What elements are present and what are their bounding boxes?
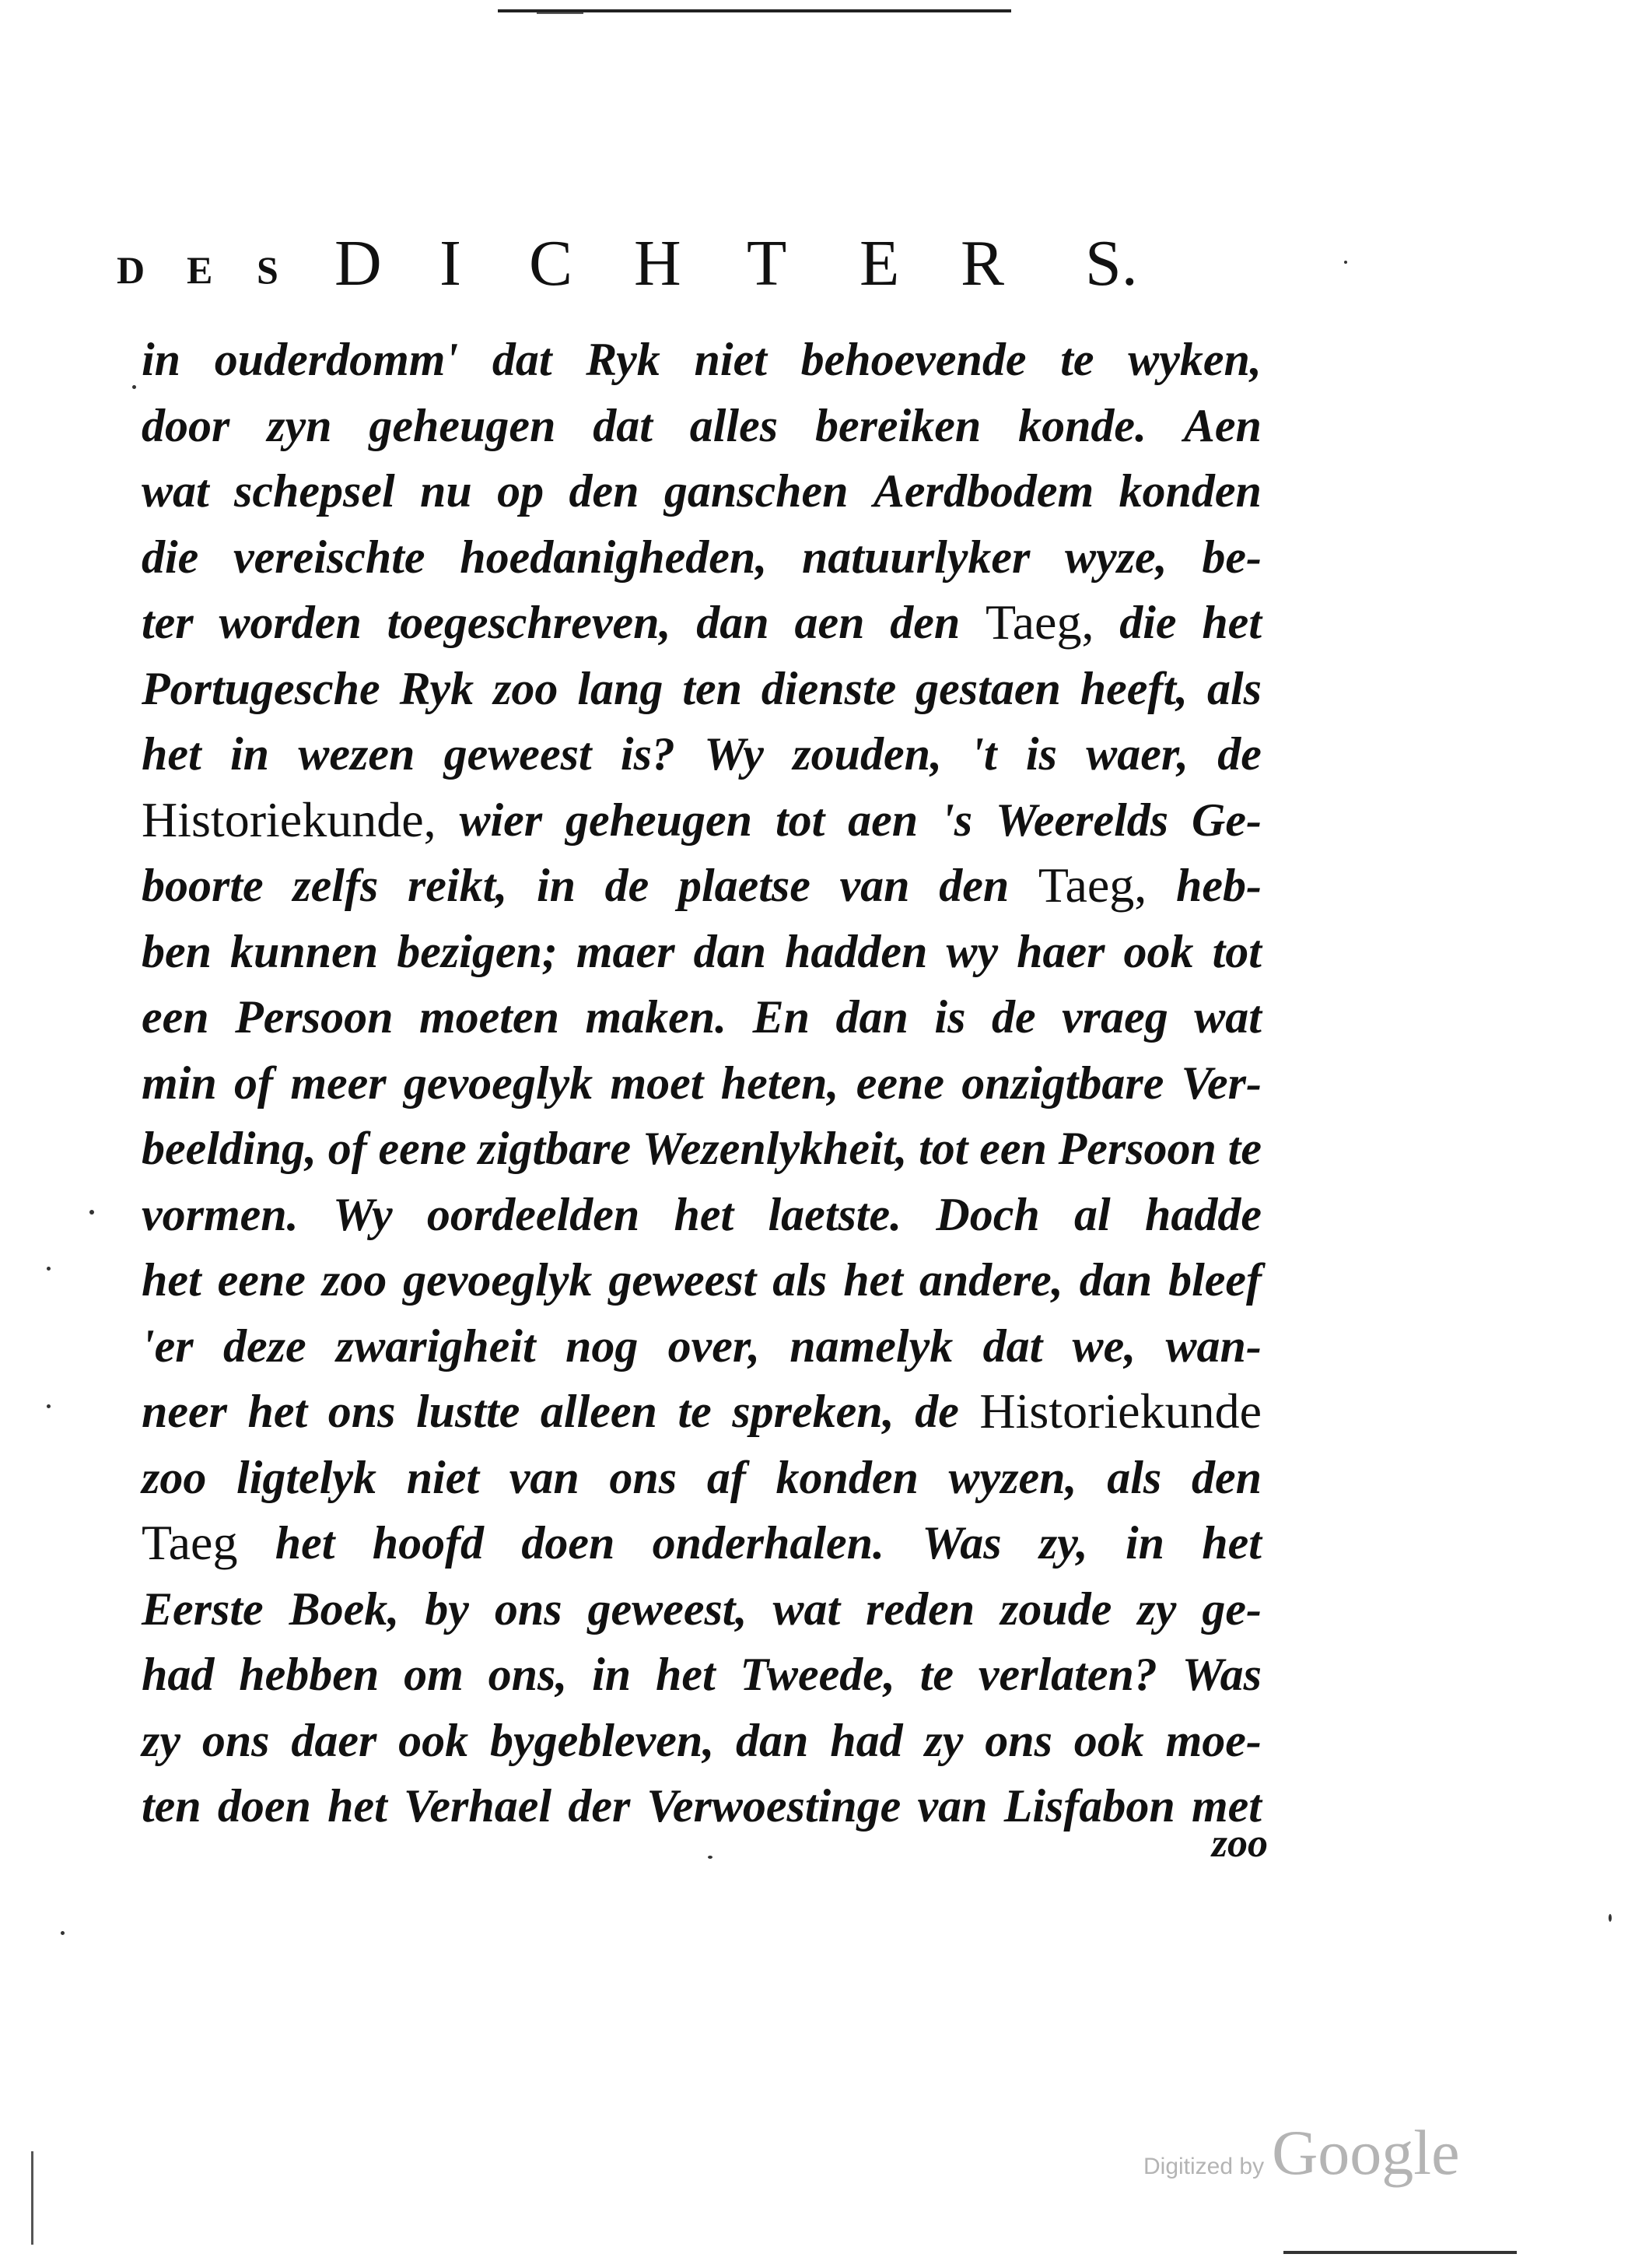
word: deze — [222, 1320, 306, 1372]
word: by — [425, 1583, 469, 1635]
word: Taeg — [142, 1515, 238, 1570]
text-line — [142, 721, 1262, 787]
word: nog — [565, 1320, 639, 1372]
text-line — [142, 1510, 1262, 1576]
word: dan — [1079, 1254, 1153, 1306]
text-line — [142, 1576, 1262, 1642]
word: eene — [378, 1123, 467, 1174]
word: dat — [982, 1320, 1043, 1372]
word: op — [497, 465, 544, 517]
word: den — [569, 465, 639, 517]
word: ten — [142, 1780, 201, 1832]
word: Doch — [936, 1188, 1040, 1240]
word: Taeg, — [986, 594, 1094, 650]
ink-speck — [47, 1404, 51, 1408]
text-line — [142, 1708, 1262, 1774]
word: namelyk — [789, 1320, 954, 1372]
bottom-rule — [1283, 2251, 1517, 2254]
word: die — [142, 531, 199, 583]
word: ook — [1073, 1714, 1144, 1766]
word: Wy — [704, 728, 764, 780]
word: wier — [459, 794, 543, 846]
ink-speck — [132, 385, 136, 389]
word: ben — [142, 925, 212, 977]
word: te — [677, 1386, 712, 1437]
text-line — [142, 1050, 1262, 1116]
word: als — [772, 1254, 828, 1306]
word: Was — [1182, 1649, 1262, 1700]
word: Historiekunde, — [142, 791, 436, 847]
word: af — [706, 1451, 746, 1503]
ink-speck — [708, 1856, 712, 1859]
word: van — [917, 1780, 988, 1832]
word: de — [1217, 728, 1262, 780]
word: Verwoestinge — [646, 1780, 902, 1832]
word: ons — [201, 1714, 270, 1766]
word: spreken, — [732, 1386, 895, 1437]
text-line — [142, 984, 1262, 1050]
word: reden — [866, 1583, 975, 1635]
word: den — [890, 597, 961, 648]
word: Lisfabon — [1003, 1780, 1175, 1832]
word: tot — [1212, 925, 1262, 977]
word: van — [839, 860, 910, 911]
word: verlaten? — [978, 1649, 1157, 1700]
word: ons — [494, 1583, 562, 1635]
word: in — [536, 860, 576, 911]
word: eene — [856, 1057, 944, 1109]
word: Ryk — [586, 334, 660, 385]
word: wat — [772, 1583, 841, 1635]
word: En — [752, 991, 810, 1043]
text-line — [142, 919, 1262, 985]
word: zouden, — [793, 728, 942, 780]
word: een — [979, 1123, 1047, 1174]
word: wan- — [1165, 1320, 1262, 1372]
word: heeft, — [1080, 662, 1189, 714]
word: andere, — [919, 1254, 1063, 1306]
text-line — [142, 1313, 1262, 1379]
word: vereischte — [233, 531, 425, 583]
word: ligtelyk — [236, 1451, 376, 1503]
word: eene — [217, 1254, 306, 1306]
word: wat — [1194, 991, 1262, 1043]
ink-speck — [1344, 261, 1347, 264]
word: ons, — [488, 1649, 568, 1700]
word: ons — [609, 1451, 677, 1503]
word: gevoeglyk — [403, 1057, 593, 1109]
word: dan — [693, 925, 766, 977]
word: het — [656, 1649, 716, 1700]
word: Tweede, — [740, 1649, 895, 1700]
word: het — [327, 1780, 387, 1832]
running-head-letter: I — [439, 227, 461, 300]
ink-speck — [47, 1267, 51, 1271]
text-line — [142, 524, 1262, 591]
word: lustte — [416, 1386, 520, 1437]
word: heb- — [1175, 860, 1262, 911]
running-head-letter: E — [860, 227, 900, 300]
word: zoo — [142, 1451, 207, 1503]
running-head-small-letter: S — [257, 248, 278, 292]
word: min — [142, 1057, 217, 1109]
word: wyzen, — [948, 1451, 1077, 1503]
word: de — [604, 860, 649, 911]
word: in — [229, 728, 270, 780]
running-head — [117, 226, 1276, 311]
word: in — [1125, 1517, 1164, 1569]
word: het — [1202, 1517, 1262, 1569]
word: oordeelden — [426, 1188, 640, 1240]
word: alleen — [540, 1386, 657, 1437]
text-line — [142, 1773, 1262, 1839]
word: plaetse — [677, 860, 810, 911]
word: dienste — [761, 662, 897, 714]
word: die — [1119, 597, 1177, 648]
word: ouderdomm' — [214, 334, 459, 385]
word: den — [939, 860, 1010, 911]
word: moet — [610, 1057, 704, 1109]
word: het — [142, 728, 201, 780]
word: zy — [142, 1714, 180, 1766]
word: den — [1191, 1451, 1262, 1503]
word: neer — [142, 1386, 227, 1437]
word: of — [327, 1123, 367, 1174]
word: maken. — [585, 991, 727, 1043]
word: Aen — [1183, 399, 1262, 451]
word: 'er — [142, 1320, 194, 1372]
word: ganschen — [663, 465, 849, 517]
word: maer — [576, 925, 675, 977]
word: daer — [291, 1714, 377, 1766]
word: Persoon — [1058, 1123, 1217, 1174]
word: Ver- — [1181, 1057, 1262, 1109]
word: gestaen — [916, 662, 1061, 714]
word: dan — [736, 1714, 809, 1766]
text-line — [142, 1116, 1262, 1182]
running-head-letter: R — [961, 227, 1005, 300]
word: wy — [946, 925, 999, 977]
word: zy — [1137, 1583, 1177, 1635]
ink-speck — [61, 1931, 65, 1935]
word: had — [830, 1714, 903, 1766]
word: geheugen — [565, 794, 753, 846]
margin-mark — [31, 2151, 33, 2245]
word: Portugesche — [142, 662, 380, 714]
word: haer — [1017, 925, 1105, 977]
word: waer, — [1086, 728, 1189, 780]
text-line — [142, 1642, 1262, 1708]
word: nu — [420, 465, 472, 517]
word: Ge- — [1192, 794, 1262, 846]
word: meer — [290, 1057, 387, 1109]
word: door — [142, 399, 230, 451]
google-logo: Google — [1272, 2117, 1460, 2188]
word: Aerdbodem — [873, 465, 1094, 517]
ink-speck — [89, 1210, 94, 1215]
word: wezen — [298, 728, 415, 780]
word: Ryk — [399, 662, 474, 714]
word: konden — [775, 1451, 919, 1503]
word: zoo — [321, 1254, 387, 1306]
word: onderhalen. — [652, 1517, 885, 1569]
word: ons — [985, 1714, 1052, 1766]
word: hoofd — [372, 1517, 485, 1569]
word: zyn — [267, 399, 332, 451]
word: ons — [327, 1386, 396, 1437]
word: zoude — [1000, 1583, 1112, 1635]
word: hebben — [239, 1649, 380, 1700]
word: te — [919, 1649, 954, 1700]
word: aen — [848, 794, 919, 846]
word: dat — [593, 399, 653, 451]
text-line — [142, 458, 1262, 524]
word: om — [404, 1649, 464, 1700]
word: ten — [682, 662, 742, 714]
text-line — [142, 656, 1262, 722]
top-page-rule-fragment — [537, 12, 583, 14]
word: is — [1025, 728, 1057, 780]
word: te — [1227, 1123, 1262, 1174]
word: dan — [696, 597, 769, 648]
text-line — [142, 590, 1262, 656]
word: Was — [922, 1517, 1002, 1569]
word: het — [275, 1517, 335, 1569]
word: bezigen; — [397, 925, 558, 977]
catchword: zoo — [1211, 1821, 1268, 1866]
word: zoo — [493, 662, 558, 714]
word: konden — [1119, 465, 1262, 517]
word: Verhael — [404, 1780, 552, 1832]
word: beelding, — [142, 1123, 317, 1174]
text-line — [142, 327, 1262, 393]
word: we, — [1072, 1320, 1136, 1372]
word: hadde — [1145, 1188, 1262, 1240]
word: zigtbare — [478, 1123, 632, 1174]
word: reikt, — [407, 860, 508, 911]
word: niet — [406, 1451, 480, 1503]
word: of — [234, 1057, 274, 1109]
word: wat — [142, 465, 209, 517]
word: in — [142, 334, 181, 385]
word: is? — [620, 728, 675, 780]
word: niet — [694, 334, 767, 385]
word: konde. — [1018, 399, 1147, 451]
word: met — [1191, 1780, 1262, 1832]
word: het — [674, 1188, 734, 1240]
word: schepsel — [234, 465, 395, 517]
word: ook — [1123, 925, 1194, 977]
word: in — [592, 1649, 632, 1700]
word: 't — [971, 728, 997, 780]
word: wyze, — [1065, 531, 1168, 583]
ink-speck — [1609, 1914, 1612, 1922]
word: kunnen — [230, 925, 379, 977]
word: tot — [919, 1123, 968, 1174]
text-line — [142, 1445, 1262, 1511]
word: bygebleven, — [490, 1714, 715, 1766]
word: zwarigheit — [335, 1320, 536, 1372]
word: vraeg — [1062, 991, 1168, 1043]
word: het — [247, 1386, 308, 1437]
text-line — [142, 1182, 1262, 1248]
word: ook — [398, 1714, 469, 1766]
word: doen — [521, 1517, 615, 1569]
running-head-letter: S. — [1085, 227, 1138, 300]
word: 's — [941, 794, 973, 846]
word: zy — [924, 1714, 964, 1766]
word: tot — [775, 794, 825, 846]
word: het — [142, 1254, 201, 1306]
word: een — [142, 991, 209, 1043]
word: natuurlyker — [801, 531, 1031, 583]
word: moeten — [419, 991, 559, 1043]
text-line — [142, 393, 1262, 459]
word: gevoeglyk — [403, 1254, 593, 1306]
word: hoedanigheden, — [460, 531, 768, 583]
body-text — [142, 327, 1262, 1839]
word: had — [142, 1649, 215, 1700]
word: onzigtbare — [961, 1057, 1164, 1109]
word: dan — [835, 991, 909, 1043]
word: Wy — [332, 1188, 393, 1240]
word: wyken, — [1128, 334, 1262, 385]
running-head-small-letter: D — [117, 248, 145, 292]
word: geweest — [608, 1254, 757, 1306]
word: van — [509, 1451, 579, 1503]
word: geheugen — [369, 399, 556, 451]
running-head-letter: H — [634, 227, 681, 300]
word: Weerelds — [995, 794, 1169, 846]
word: het — [1202, 597, 1262, 648]
word: Taeg, — [1038, 857, 1147, 913]
word: als — [1107, 1451, 1162, 1503]
word: aen — [794, 597, 865, 648]
word: behoevende — [800, 334, 1027, 385]
text-line — [142, 853, 1262, 919]
word: zelfs — [292, 860, 379, 911]
running-head-letter: T — [747, 227, 787, 300]
word: toegeschreven, — [387, 597, 671, 648]
word: laetste. — [768, 1188, 902, 1240]
word: worden — [219, 597, 362, 648]
word: heten, — [720, 1057, 839, 1109]
word: Eerste — [142, 1583, 264, 1635]
digitized-watermark — [1143, 2116, 1509, 2202]
word: Boek, — [289, 1583, 400, 1635]
text-line — [142, 787, 1262, 854]
word: al — [1074, 1188, 1111, 1240]
running-head-small-letter: E — [187, 248, 213, 292]
word: ge- — [1202, 1583, 1262, 1635]
word: be- — [1202, 531, 1262, 583]
word: geweest — [443, 728, 592, 780]
word: doen — [217, 1780, 311, 1832]
word: is — [934, 991, 966, 1043]
word: ter — [142, 597, 194, 648]
word: te — [1060, 334, 1094, 385]
word: Historiekunde — [979, 1383, 1262, 1439]
word: bereiken — [814, 399, 982, 451]
word: geweest, — [587, 1583, 747, 1635]
word: bleef — [1168, 1254, 1262, 1306]
word: de — [915, 1386, 959, 1437]
word: zy, — [1038, 1517, 1088, 1569]
running-head-letter: C — [529, 227, 573, 300]
text-line — [142, 1379, 1262, 1445]
word: het — [843, 1254, 903, 1306]
word: moe- — [1165, 1714, 1262, 1766]
word: boorte — [142, 860, 264, 911]
watermark-prefix: Digitized by — [1143, 2154, 1265, 2179]
word: de — [991, 991, 1036, 1043]
word: hadden — [785, 925, 928, 977]
word: als — [1206, 662, 1262, 714]
text-line — [142, 1247, 1262, 1313]
word: Wezenlykheit, — [642, 1123, 908, 1174]
word: vormen. — [142, 1188, 299, 1240]
word: lang — [577, 662, 663, 714]
word: Persoon — [235, 991, 394, 1043]
word: over, — [667, 1320, 760, 1372]
word: dat — [492, 334, 552, 385]
word: der — [568, 1780, 631, 1832]
running-head-letter: D — [334, 227, 382, 300]
word: alles — [689, 399, 779, 451]
